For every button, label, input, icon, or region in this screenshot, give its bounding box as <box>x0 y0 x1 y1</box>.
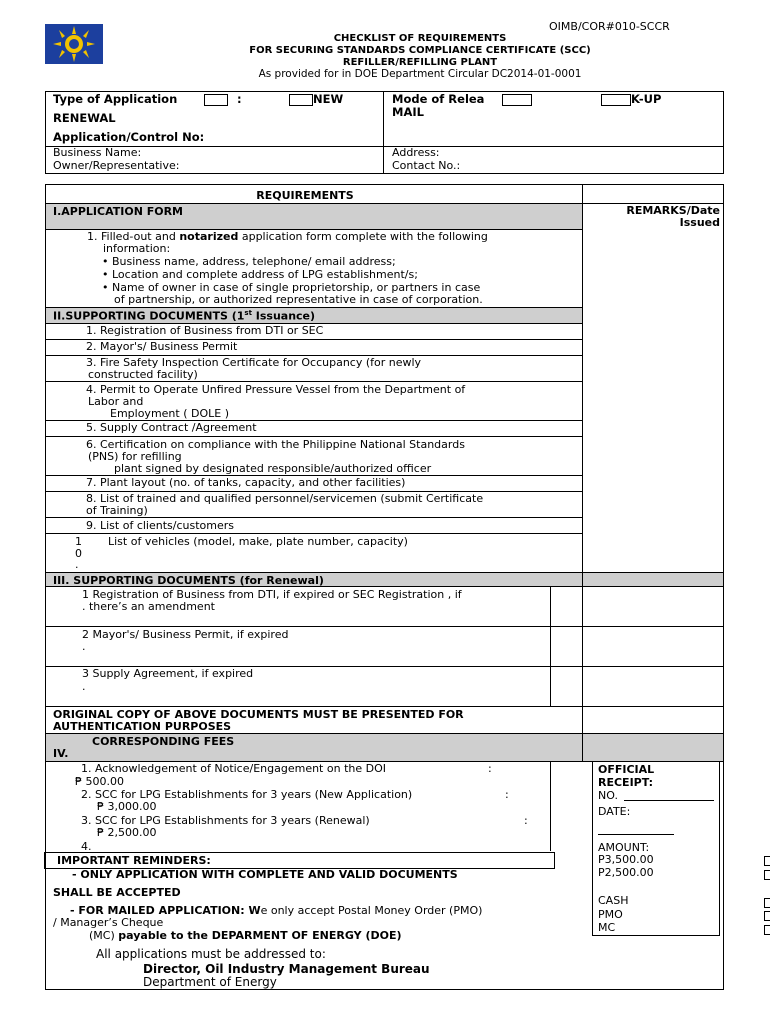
row-line <box>45 307 582 308</box>
mail-label: MAIL <box>392 105 424 119</box>
payment-mc: MC <box>598 921 616 934</box>
sec2-item: List of vehicles (model, make, plate number, capacity) <box>108 535 408 548</box>
original-copy-note-cont: AUTHENTICATION PURPOSES <box>53 720 232 733</box>
sec2-item-cont: constructed facility) <box>88 368 198 381</box>
sec2-item-cont: (PNS) for refilling <box>88 450 182 463</box>
reminder-2-rest: e only accept Postal Money Order (PMO) <box>260 904 483 917</box>
reminder-2-cont-2 <box>89 930 402 943</box>
receipt-date-line <box>598 834 674 835</box>
title-line-2: FOR SECURING STANDARDS COMPLIANCE CERTIFICATE (SCC) <box>249 45 591 56</box>
sec2-item: 8. List of trained and qualified personnel/servicemen (submit Certificate <box>86 492 484 505</box>
sec3-item-2-dot: . <box>82 640 86 653</box>
title-line-3: REFILLER/REFILLING PLANT <box>342 57 498 68</box>
title-line-4: As provided for in DOE Department Circular DC2014-01-0001 <box>258 68 582 80</box>
sec1-bullet: • Location and complete address of LPG establishment/s; <box>102 268 418 281</box>
sec3-item-1-cont: . there’s an amendment <box>82 600 215 613</box>
sec2-item-cont: Labor and <box>88 395 144 408</box>
sec2-item: 2. Mayor's/ Business Permit <box>86 340 238 353</box>
sec1-item-info: information: <box>103 242 171 255</box>
pickup-label: K-UP <box>631 92 662 106</box>
fee-2-colon: : <box>505 788 509 801</box>
section-2-title <box>53 309 315 323</box>
sec2-item-cont: plant signed by designated responsible/authorized officer <box>114 462 432 475</box>
section-4-title: CORRESPONDING FEES <box>92 735 235 748</box>
receipt-title: RECEIPT: <box>598 776 654 789</box>
row-line <box>45 706 724 707</box>
fee-3-amount: ₱ 2,500.00 <box>97 826 157 839</box>
row-line <box>45 572 724 573</box>
bullet-text: Business name, address, telephone/ email address; <box>112 255 396 268</box>
bullet-text: Location and complete address of LPG establishment/s; <box>112 268 418 281</box>
receipt-amount-label: AMOUNT: <box>598 841 650 854</box>
doe-logo <box>45 24 103 64</box>
reminder-2-payable: payable to the DEPARMENT OF ENERGY (DOE) <box>118 929 402 942</box>
title-line-1: CHECKLIST OF REQUIREMENTS <box>333 33 507 44</box>
row-line <box>45 533 582 534</box>
pickup-checkbox[interactable] <box>601 94 631 106</box>
new-checkbox[interactable] <box>289 94 313 106</box>
requirements-header: REQUIREMENTS <box>256 189 354 202</box>
info-row-line <box>45 146 724 147</box>
fee-1: 1. Acknowledgement of Notice/Engagement on the DOI <box>81 762 386 775</box>
address-director: Director, Oil Industry Management Bureau <box>143 962 430 976</box>
sec1-item-bold: notarized <box>179 230 239 243</box>
document-number: OIMB/COR#010-SCCR <box>549 20 670 33</box>
sec2-title-a: II.SUPPORTING DOCUMENTS (1 <box>53 309 245 323</box>
sec1-bullet-cont: of partnership, or authorized representative in case of corporation. <box>114 293 483 306</box>
sec1-bullet: • Business name, address, telephone/ email address; <box>102 255 396 268</box>
mc-checkbox[interactable] <box>764 898 770 908</box>
reminder-1-cont: SHALL BE ACCEPTED <box>53 886 181 899</box>
contact-label: Contact No.: <box>392 159 461 172</box>
address-department: Department of Energy <box>143 975 277 989</box>
sec2-item: 4. Permit to Operate Unfired Pressure Vessel from the Department of <box>86 383 466 396</box>
fee-3-colon: : <box>524 814 528 827</box>
sec2-item: 9. List of clients/customers <box>86 519 234 532</box>
new-label: NEW <box>313 92 344 106</box>
owner-label: Owner/Representative: <box>53 159 180 172</box>
fee-4: 4. <box>81 840 92 853</box>
sec1-bullet: • Name of owner in case of single proprietorship, or partners in case <box>102 281 481 294</box>
bullet-text: Name of owner in case of single proprietorship, or partners in case <box>112 281 481 294</box>
fee-3: 3. SCC for LPG Establishments for 3 years (Renewal) <box>81 814 370 827</box>
sec2-item: 7. Plant layout (no. of tanks, capacity, and other facilities) <box>86 476 406 489</box>
receipt-official: OFFICIAL <box>598 763 655 776</box>
sec3-item-2: 2 Mayor's/ Business Permit, if expired <box>82 628 289 641</box>
receipt-amount-2: P2,500.00 <box>598 866 654 879</box>
extra-checkbox-2[interactable] <box>764 925 770 935</box>
address-label: Address: <box>392 146 440 159</box>
cash-checkbox[interactable] <box>764 856 770 866</box>
extra-checkbox[interactable] <box>764 911 770 921</box>
reminder-2-cont: / Manager’s Cheque <box>53 916 164 929</box>
reminder-1: - ONLY APPLICATION WITH COMPLETE AND VALID DOCUMENTS <box>72 868 458 881</box>
reminders-title: IMPORTANT REMINDERS: <box>57 854 211 867</box>
item10-num-2: 0 <box>75 547 82 560</box>
sec2-item: 1. Registration of Business from DTI or SEC <box>86 324 324 337</box>
sec2-title-sup: st <box>244 309 252 317</box>
sec2-title-b: Issuance) <box>251 309 316 323</box>
row-line <box>45 436 582 437</box>
mode-of-release-label: Mode of Relea <box>392 92 485 106</box>
type-colon: : <box>237 92 242 106</box>
receipt-no-line <box>624 800 714 801</box>
sec3-item-3: 3 Supply Agreement, if expired <box>82 667 254 680</box>
application-number-label: Application/Control No: <box>53 130 205 144</box>
item10-num-1: 1 <box>75 535 82 548</box>
business-name-label: Business Name: <box>53 146 142 159</box>
fee-2-amount: ₱ 3,000.00 <box>97 800 157 813</box>
sec2-item: 3. Fire Safety Inspection Certificate for Occupancy (for newly <box>86 356 422 369</box>
sec1-item-prefix: 1. Filled-out and <box>87 230 176 243</box>
address-intro: All applications must be addressed to: <box>96 947 326 961</box>
type-of-application-label: Type of Application <box>53 92 178 106</box>
payment-pmo: PMO <box>598 908 623 921</box>
sec1-item-suffix: application form complete with the following <box>241 230 488 243</box>
type-checkbox[interactable] <box>204 94 228 106</box>
col-line-fees <box>550 761 551 851</box>
sec2-item: 6. Certification on compliance with the Philippine National Standards <box>86 438 465 451</box>
item10-num-3: . <box>75 558 79 571</box>
sec2-item: 5. Supply Contract /Agreement <box>86 421 257 434</box>
pmo-checkbox[interactable] <box>764 870 770 880</box>
section-4-number: IV. <box>53 747 69 760</box>
remarks-header: REMARKS/Date Issued <box>626 204 720 229</box>
fee-1-amount: ₱ 500.00 <box>75 775 124 788</box>
row-line <box>45 626 724 627</box>
payment-cash: CASH <box>598 894 629 907</box>
mode-checkbox[interactable] <box>502 94 532 106</box>
sec2-item-cont: Employment ( DOLE ) <box>110 407 229 420</box>
sec3-item-1: 1 Registration of Business from DTI, if expired or SEC Registration , if <box>82 588 462 601</box>
sec2-item-cont: of Training) <box>86 504 148 517</box>
renewal-label: RENEWAL <box>53 111 116 125</box>
sec3-item-3-dot: . <box>82 680 86 693</box>
section-3-title: III. SUPPORTING DOCUMENTS (for Renewal) <box>53 574 324 587</box>
col-line-remarks <box>582 184 583 761</box>
receipt-no-label: NO. <box>598 789 618 802</box>
fee-1-colon: : <box>488 762 492 775</box>
row-line <box>45 733 724 734</box>
info-divider <box>383 91 384 174</box>
col-line-renewal <box>550 586 551 706</box>
reminder-2-mc: (MC) <box>89 929 115 942</box>
fee-2: 2. SCC for LPG Establishments for 3 years (New Application) <box>81 788 413 801</box>
reminder-2-bold: - FOR MAILED APPLICATION: W <box>70 904 261 917</box>
section-1-title: I.APPLICATION FORM <box>53 205 184 218</box>
receipt-date-label: DATE: <box>598 805 631 818</box>
original-copy-note: ORIGINAL COPY OF ABOVE DOCUMENTS MUST BE PRESENTED FOR <box>53 708 464 721</box>
receipt-amount-1: P3,500.00 <box>598 853 654 866</box>
row-line <box>45 203 724 204</box>
